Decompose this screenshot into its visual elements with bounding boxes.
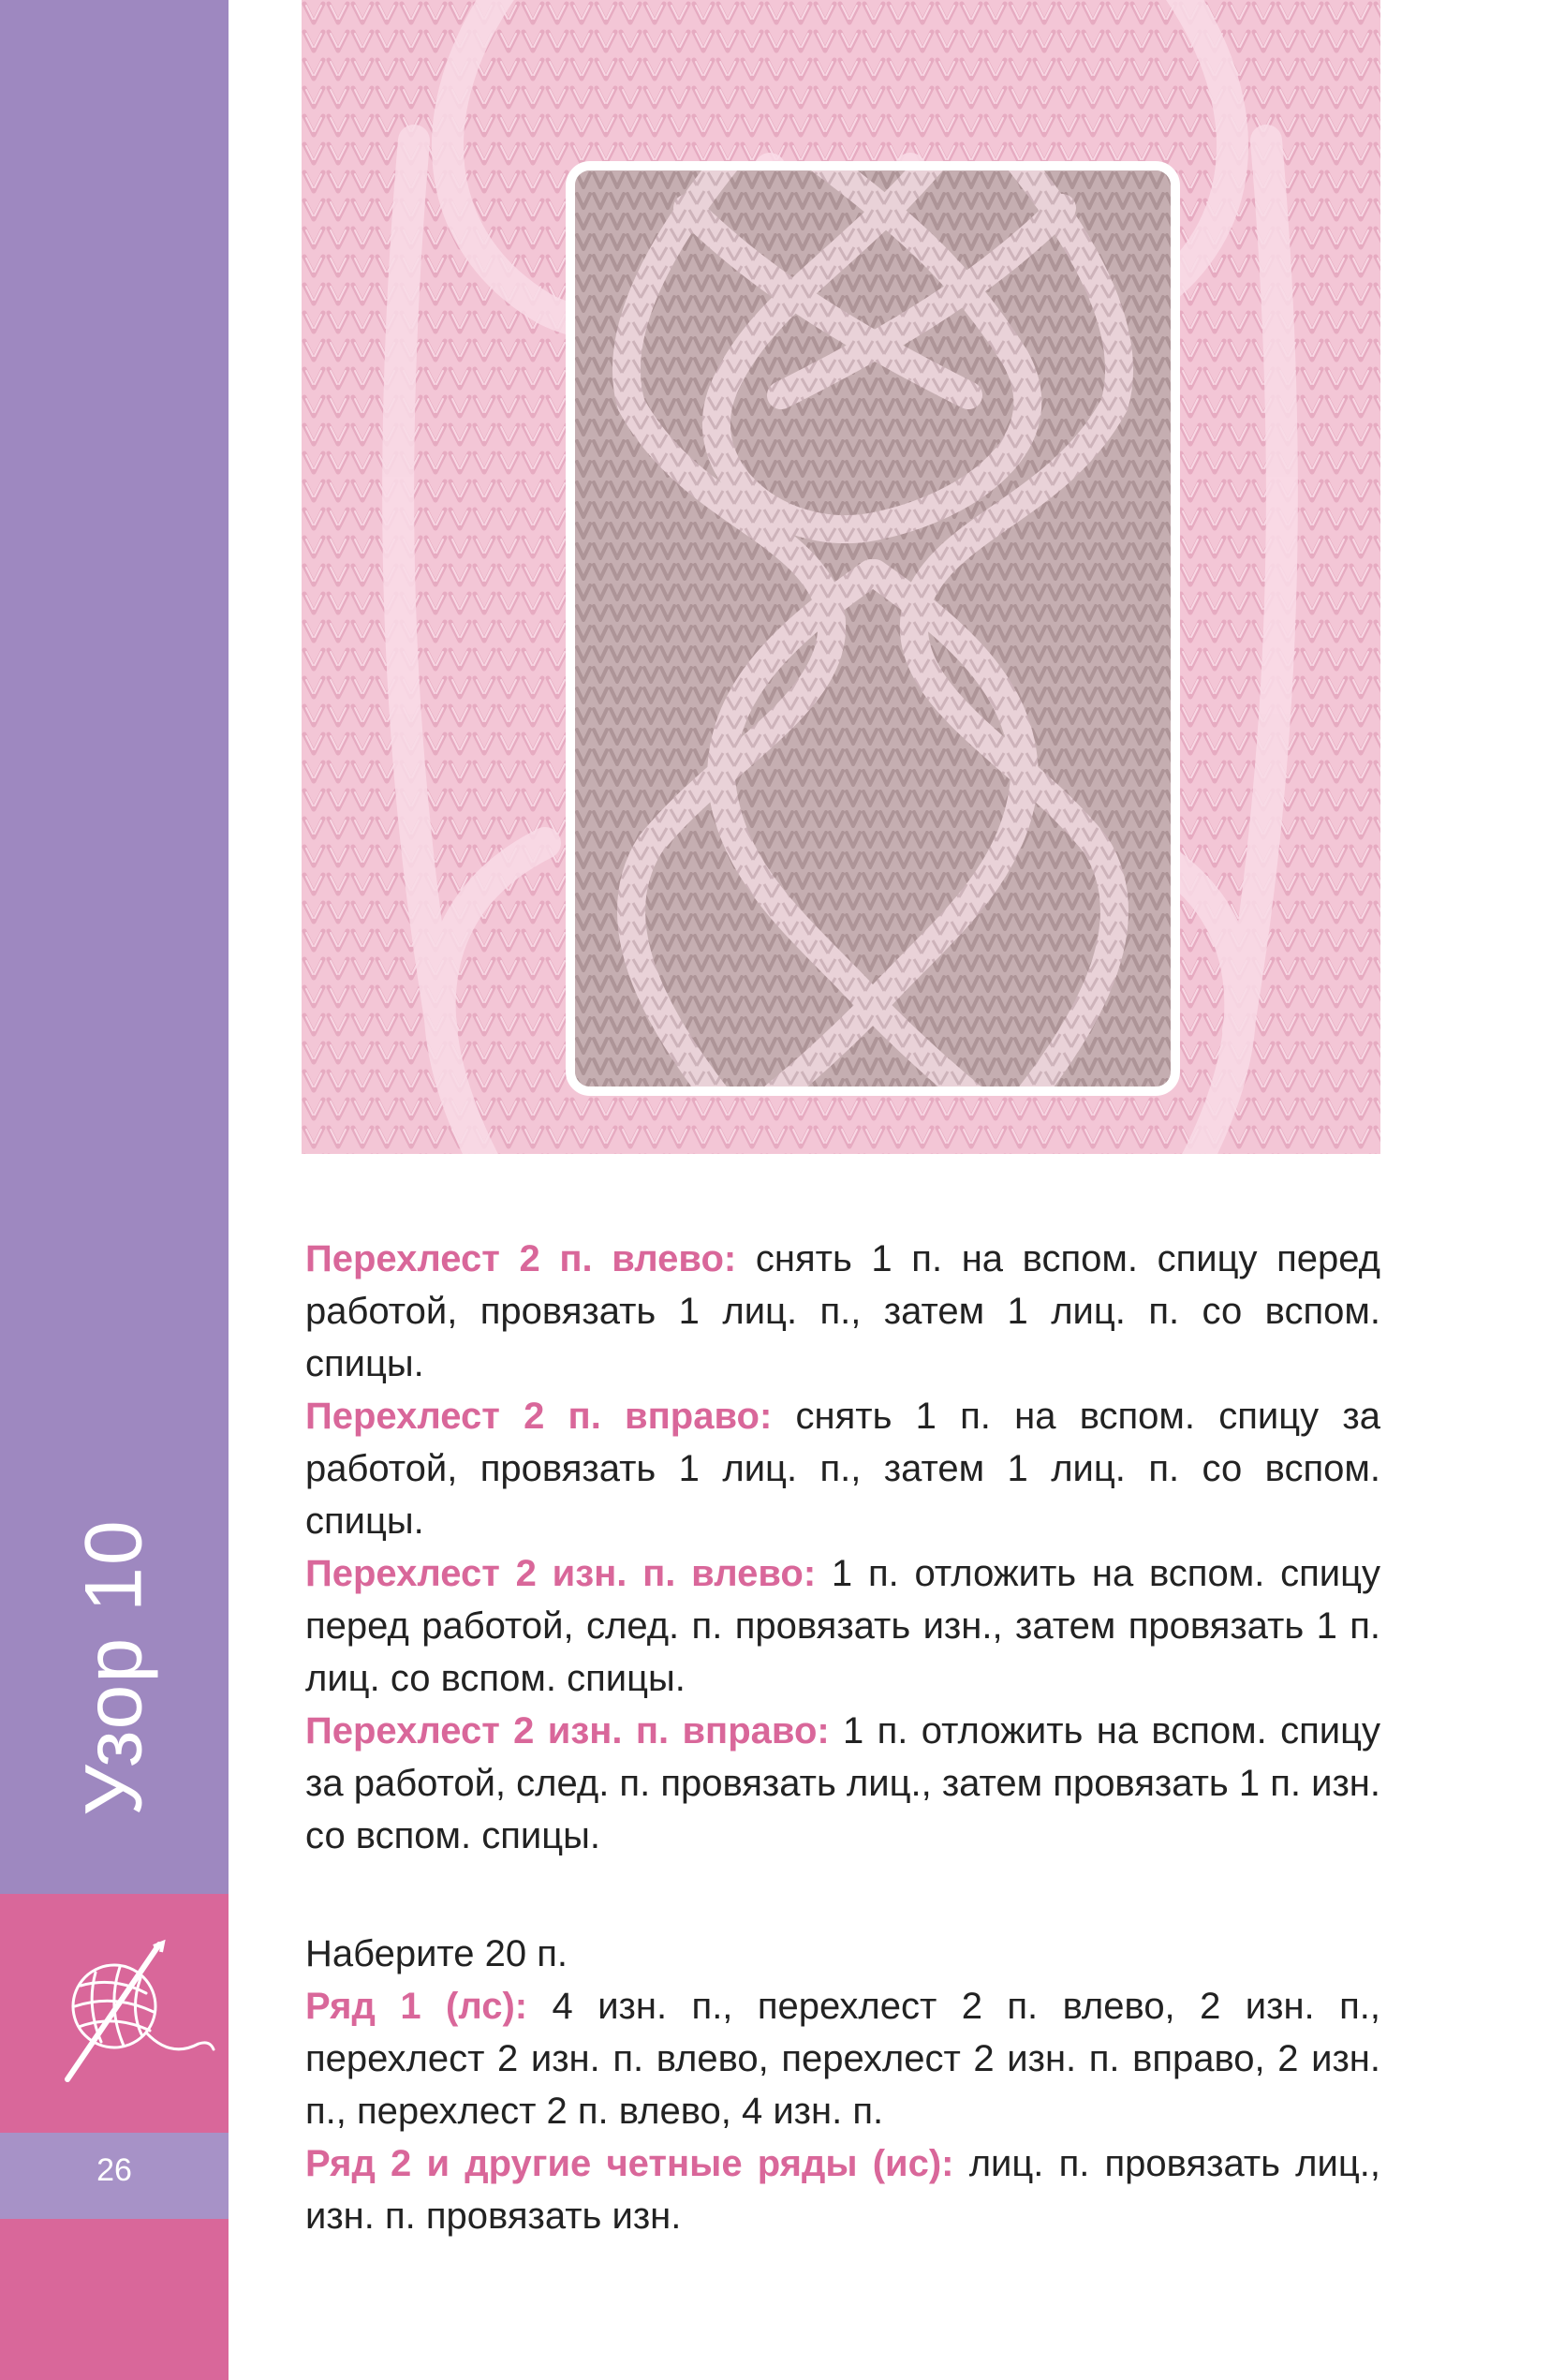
abbreviation-paragraph bbox=[305, 1705, 1380, 1862]
abbreviation-text: 1 п. отложить на вспом. спицу перед работой, след. п. провязать изн., затем провязать 1 п. лиц. со вспом. спицы. bbox=[305, 1553, 1380, 1699]
abbreviation-paragraph bbox=[305, 1233, 1380, 1390]
abbreviation-text: снять 1 п. на вспом. спицу за работой, провязать 1 лиц. п., затем 1 лиц. п. со вспом. спицы. bbox=[305, 1396, 1380, 1542]
row-text: лиц. п. провязать лиц., изн. п. провязать изн. bbox=[305, 2143, 1380, 2237]
abbreviation-text: 1 п. отложить на вспом. спицу за работой, след. п. провязать лиц., затем провязать 1 п. изн. со вспом. спицы. bbox=[305, 1710, 1381, 1856]
abbreviation-paragraph bbox=[305, 1547, 1380, 1705]
row-label: Ряд 1 (лс): bbox=[305, 1986, 528, 2027]
row-label: Ряд 2 и другие четные ряды (ис): bbox=[305, 2143, 954, 2184]
row-text: 4 изн. п., перехлест 2 п. влево, 2 изн. п., перехлест 2 изн. п. влево, перехлест 2 изн. п. вправо, 2 изн. п., перехлест 2 п. влево, 4 изн. п. bbox=[305, 1986, 1380, 2132]
page-number: 26 bbox=[96, 2152, 132, 2188]
row-instruction bbox=[305, 1980, 1380, 2137]
abbreviation-term: Перехлест 2 изн. п. вправо: bbox=[305, 1710, 830, 1752]
knitting-sample-closeup bbox=[566, 161, 1180, 1096]
pattern-title: Узор 10 bbox=[68, 1518, 159, 1816]
abbreviation-text: снять 1 п. на вспом. спицу перед работой, провязать 1 лиц. п., затем 1 лиц. п. со вспом. спицы. bbox=[305, 1238, 1381, 1384]
pattern-instructions bbox=[305, 1233, 1380, 2242]
cast-on-line: Наберите 20 п. bbox=[305, 1933, 568, 1974]
knitting-sample-photo bbox=[302, 0, 1380, 1154]
sidebar bbox=[0, 0, 229, 2380]
abbreviation-term: Перехлест 2 п. влево: bbox=[305, 1238, 737, 1279]
abbreviation-term: Перехлест 2 изн. п. влево: bbox=[305, 1553, 817, 1594]
abbreviation-term: Перехлест 2 п. вправо: bbox=[305, 1396, 773, 1437]
paragraph-spacer bbox=[305, 1862, 1380, 1928]
yarn-ball-with-crochet-hook-icon bbox=[49, 1939, 217, 2098]
sidebar-bottom-band bbox=[0, 2219, 229, 2380]
abbreviation-paragraph bbox=[305, 1390, 1380, 1547]
row-instruction bbox=[305, 2137, 1380, 2242]
cable-pattern-texture bbox=[575, 170, 1171, 1087]
